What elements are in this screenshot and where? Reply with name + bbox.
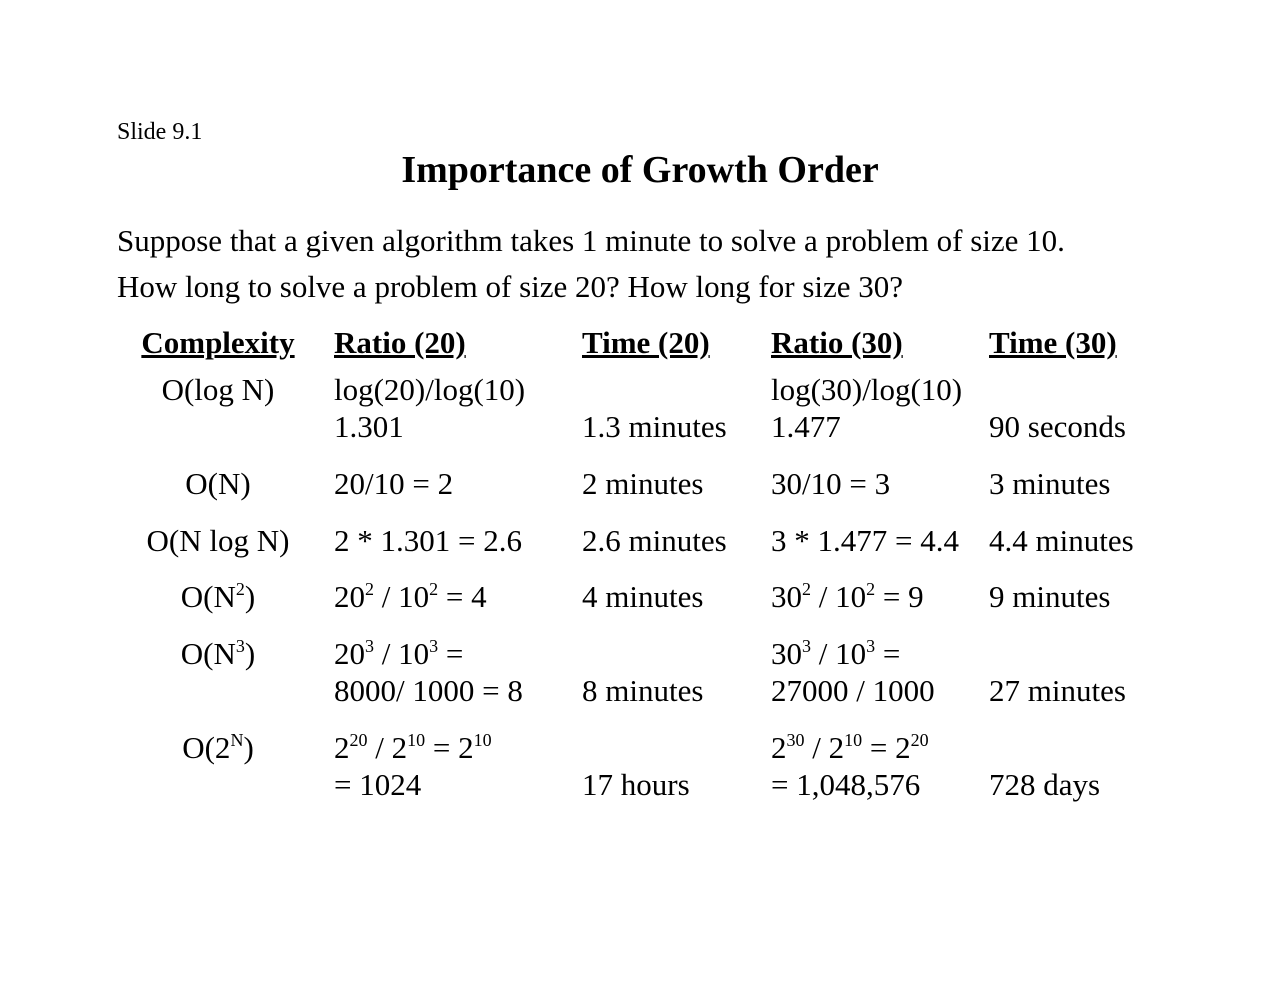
ratio-exponent: 2 [866,579,876,599]
ratio-exponent: 10 [407,730,426,750]
ratio-20-cell: 2 * 1.301 = 2.6 [334,523,522,558]
ratio-part: / 10 [374,579,430,614]
ratio-exponent: 20 [349,730,368,750]
slide-number: Slide 9.1 [117,119,203,145]
complexity-exponent: 2 [235,579,245,599]
time-30-cell: 90 seconds [989,409,1126,444]
time-20-cell: 17 hours [582,767,690,802]
ratio-30-cell: log(30)/log(10) [771,372,963,407]
ratio-part: / 10 [811,636,867,671]
ratio-part: = 2 [425,730,474,765]
complexity-cell [118,635,318,672]
time-20-cell: 2 minutes [582,466,704,501]
ratio-exponent: 2 [802,579,811,599]
ratio-30-cell [771,578,924,615]
ratio-30-value: 27000 / 1000 [771,673,935,708]
header-time-30: Time (30) [989,325,1117,360]
complexity-cell [118,578,318,615]
complexity-cell: O(N log N) [146,523,290,558]
time-20-cell: 1.3 minutes [582,409,727,444]
ratio-part: = 2 [862,730,911,765]
complexity-close: ) [244,579,256,614]
complexity-close: ) [243,730,254,765]
ratio-20-value: 8000/ 1000 = 8 [334,673,523,708]
complexity-base: O(N [180,636,236,671]
ratio-20-cell: log(20)/log(10) [334,372,526,407]
ratio-part: 30 [771,636,802,671]
ratio-part: / 10 [811,579,867,614]
time-30-cell: 27 minutes [989,673,1126,708]
ratio-20-value: = 1024 [334,767,422,802]
ratio-part: / 2 [804,730,845,765]
ratio-part: 2 [334,730,350,765]
ratio-part: / 2 [367,730,408,765]
time-20-cell: 4 minutes [582,579,704,614]
ratio-20-value: 1.301 [334,409,404,444]
ratio-30-cell: 30/10 = 3 [771,466,891,501]
time-30-cell: 9 minutes [989,579,1111,614]
ratio-20-cell [334,729,492,766]
complexity-exponent: N [230,730,244,750]
intro-line-1: Suppose that a given algorithm takes 1 minute to solve a problem of size 10. [117,223,1065,258]
ratio-exponent: 20 [910,730,929,750]
ratio-exponent: 3 [429,636,439,656]
ratio-exponent: 3 [802,636,811,656]
intro-line-2: How long to solve a problem of size 20? How long for size 30? [117,269,904,304]
time-20-cell: 2.6 minutes [582,523,727,558]
ratio-20-cell [334,635,463,672]
time-30-cell: 3 minutes [989,466,1111,501]
time-30-cell: 4.4 minutes [989,523,1134,558]
ratio-exponent: 2 [429,579,439,599]
complexity-cell: O(log N) [161,372,275,407]
complexity-base: O(2 [182,730,231,765]
complexity-close: ) [244,636,256,671]
ratio-part: = [875,636,901,671]
ratio-part: 20 [334,636,365,671]
ratio-30-value: = 1,048,576 [771,767,921,802]
complexity-exponent: 3 [235,636,245,656]
ratio-exponent: 3 [365,636,374,656]
ratio-part: / 10 [374,636,430,671]
complexity-cell: O(N) [185,466,251,501]
complexity-base: O(N [180,579,236,614]
ratio-part: = 4 [438,579,487,614]
header-time-20: Time (20) [582,325,710,360]
slide-title: Importance of Growth Order [401,149,879,191]
ratio-exponent: 30 [786,730,805,750]
ratio-part: 20 [334,579,365,614]
ratio-30-value: 1.477 [771,409,841,444]
header-ratio-30: Ratio (30) [771,325,903,360]
ratio-20-cell [334,578,487,615]
ratio-30-cell: 3 * 1.477 = 4.4 [771,523,959,558]
ratio-20-cell: 20/10 = 2 [334,466,454,501]
header-ratio-20: Ratio (20) [334,325,466,360]
ratio-30-cell [771,729,929,766]
ratio-part: 2 [771,730,787,765]
time-30-cell: 728 days [989,767,1101,802]
ratio-30-cell [771,635,900,672]
ratio-part: 30 [771,579,802,614]
time-20-cell: 8 minutes [582,673,704,708]
ratio-part: = 9 [875,579,924,614]
ratio-exponent: 2 [365,579,374,599]
complexity-cell [118,729,318,766]
ratio-exponent: 10 [473,730,492,750]
ratio-exponent: 10 [844,730,863,750]
header-complexity: Complexity [141,325,295,360]
ratio-part: = [438,636,464,671]
ratio-exponent: 3 [866,636,876,656]
